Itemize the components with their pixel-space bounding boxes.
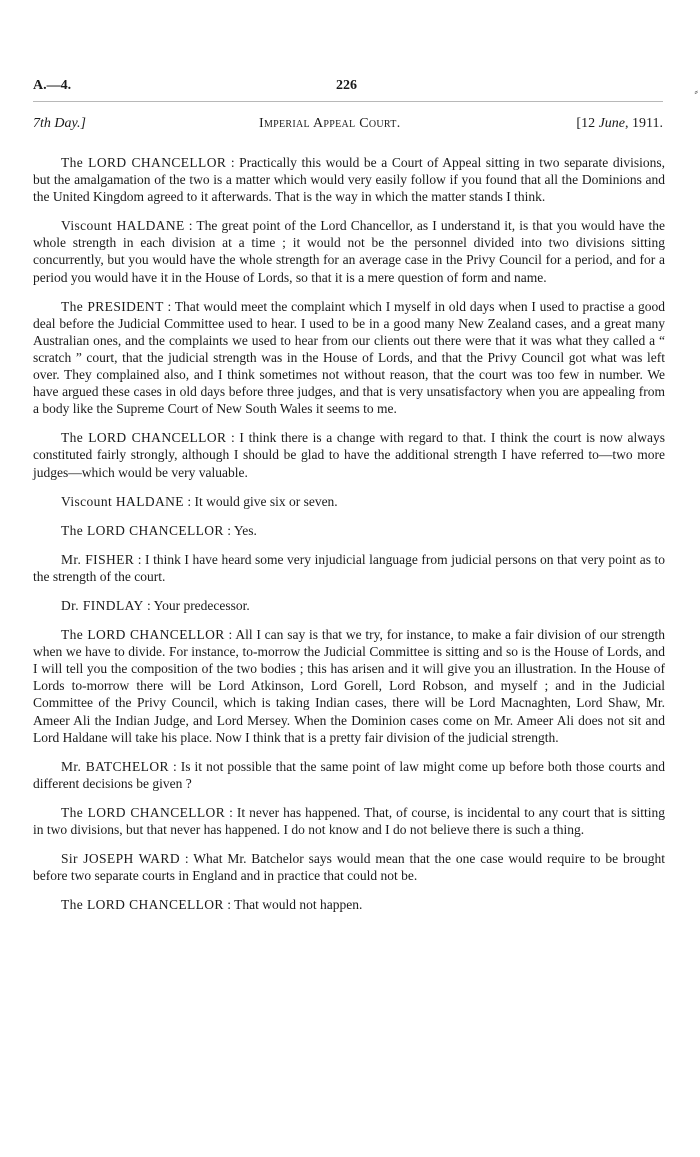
speech-text: : Yes. [223,522,257,538]
speech-text: : It never has happened. That, of course, is incidental to any court that is sitting in two divisions, but that never has happened. I do not know and I do not believe there is such a thing. [33,804,665,837]
speaker-name: Dr. FINDLAY [61,597,144,613]
speech-text: : All I can say is that we try, for instance, to make a fair division of our strength when we have to divide. For instance, to-morrow the Judicial Committee is sitting and so is the House of Lords, and I will tell you the composition of the two bodies ; this has arisen and it will give you an illustration. In the House of Lords to-morrow there will be Lord Atkinson, Lord Gorell, Lord Robson, and myself ; and in the Judicial Committee of the Privy Council, which is taking Indian cases, there will be Lord Macnaghten, Lord Shaw, Mr. Ameer Ali the Indian Judge, and Lord Mersey. When the Dominion cases come on Mr. Ameer Ali does not sit and Lord Haldane will take his place. Now I think that is a pretty fair division of the judicial strength. [33,627,665,745]
speech-text: : What Mr. Batchelor says would mean that the one case would require to be brought before two separate courts in England and in practice that could not be. [33,851,665,884]
speech-paragraph [33,217,665,285]
speech-paragraph [33,493,665,510]
date-prefix: [12 [576,116,599,131]
speech-paragraph [33,850,665,884]
header-rule [33,101,663,102]
speaker-name: Mr. FISHER [61,551,135,567]
date-month: June [598,116,626,131]
speaker-name: Viscount HALDANE [61,218,185,234]
speech-paragraph [33,522,665,539]
speech-paragraph [33,551,665,585]
speech-paragraph [33,154,665,205]
date-suffix: , 1911. [625,116,663,131]
speech-text: : I think there is a change with regard to that. I think the court is now always constituted fairly strongly, although I should be glad to have the additional strength I have referred to—two more judges—which would be very valuable. [33,430,666,480]
speech-paragraph [33,804,665,838]
speech-text: : I think I have heard some very injudicial language from judicial persons on that very point as to the strength of the court. [33,551,665,584]
speech-paragraph [33,298,665,418]
speech-text: : That would not happen. [223,897,363,913]
speech-text: : Your predecessor. [143,597,250,613]
speech-text: : It would give six or seven. [183,493,338,509]
sitting-day: 7th Day.] [33,116,86,131]
speaker-name: The LORD CHANCELLOR [61,522,224,538]
speech-text: : Is it not possible that the same point of law might come up before both those courts and different decisions be given ? [33,758,665,791]
speaker-name: Viscount HALDANE [61,493,184,509]
document-reference: A.—4. [33,78,72,93]
page-number: 226 [336,78,357,93]
speech-paragraph [33,597,665,614]
speech-text: : The great point of the Lord Chancellor, as I understand it, is that you would have the whole strength in each division at a time ; it would not be the personnel divided into two divisions sitting concurrently, but you would have the whole strength for an average case in the Privy Council for a period, and for a period you would have it in the House of Lords, so that it is a mere question of form and name. [33,218,665,285]
court-title: Imperial Appeal Court. [259,116,401,131]
speaker-name: The LORD CHANCELLOR [61,804,226,820]
speaker-name: Mr. BATCHELOR [61,758,169,774]
speech-paragraph [33,626,665,746]
running-head [33,116,663,136]
transcript-body [33,154,665,925]
margin-mark: ⸗ [694,86,698,98]
speech-paragraph [33,429,665,480]
speaker-name: The LORD CHANCELLOR [61,627,225,643]
speech-paragraph [33,896,665,913]
speech-text: : That would meet the complaint which I myself in old days when I used to practise a good deal before the Judicial Committee used to hear. I used to be in a good many New Zealand cases, and a great many Australian ones, and the complaints we used to hear from our clients out there were that it was what they called a “ scratch ” court, that the judicial strength was in the House of Lords, and that the Privy Council got what was left over. They complained also, and I think sometimes not without reason, that the court was too few in number. We have argued these cases in old days before three judges, and that is very unsatisfactory when you are appealing from a body like the Supreme Court of New South Wales it seems to me. [33,298,665,417]
speaker-name: Sir JOSEPH WARD [61,851,180,867]
page-top-line [33,78,663,98]
speech-text: : Practically this would be a Court of Appeal sitting in two separate divisions, but the amalgamation of the two is a matter which would very easily follow if you found that all the Dominions and the United Kingdom agreed to it afterwards. That is the way in which the matter stands I think. [33,155,666,205]
speaker-name: The LORD CHANCELLOR [61,897,224,913]
sitting-date [576,116,663,132]
speaker-name: The LORD CHANCELLOR [61,155,227,170]
speaker-name: The LORD CHANCELLOR [61,430,227,446]
speech-paragraph [33,758,665,792]
speaker-name: The PRESIDENT [61,298,164,314]
